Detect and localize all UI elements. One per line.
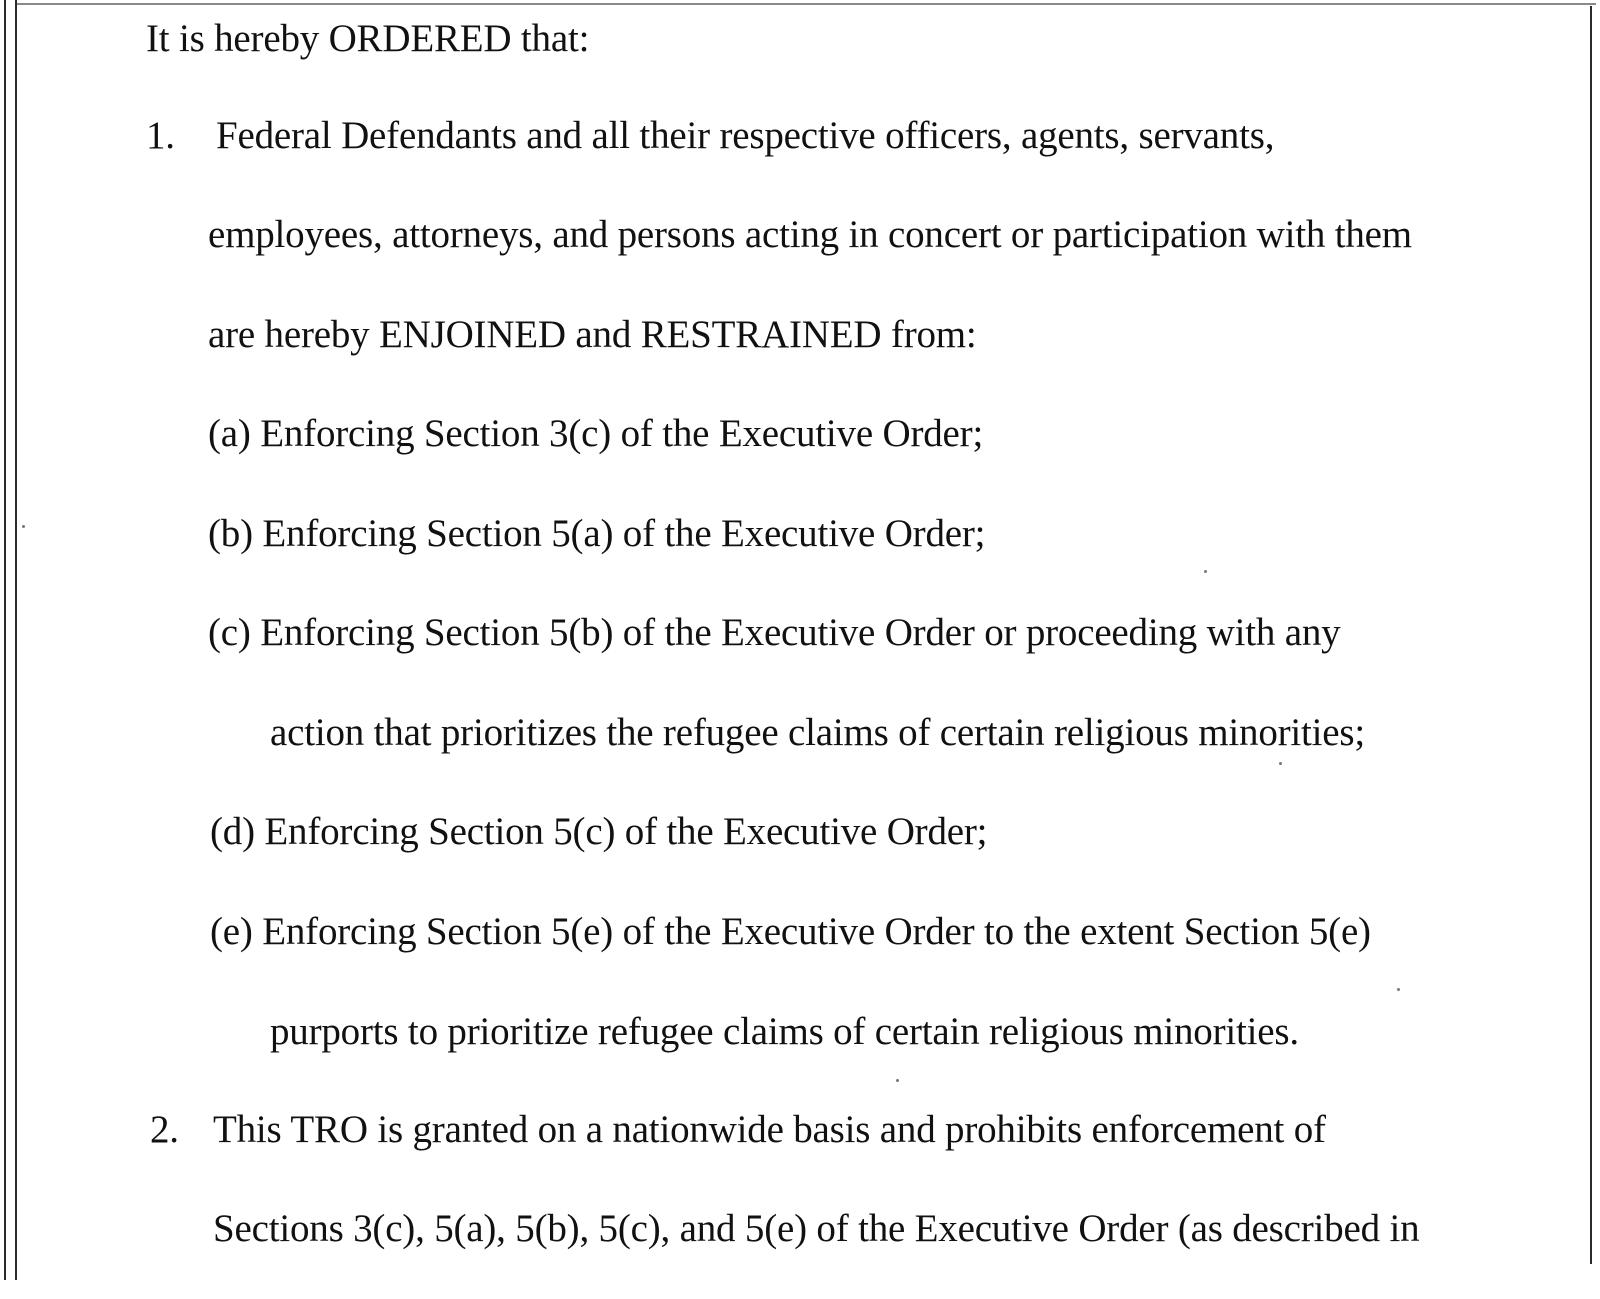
subitem-c: (c) Enforcing Section 5(b) of the Executive Order or proceeding with any <box>208 611 1341 654</box>
order-item-1 <box>146 114 1274 158</box>
order-intro: It is hereby ORDERED that: <box>146 17 590 60</box>
subitem-d: (d) Enforcing Section 5(c) of the Executive Order; <box>210 810 988 853</box>
scan-speck <box>1397 988 1400 991</box>
order-item-1-line-2: employees, attorneys, and persons acting in concert or participation with them <box>208 213 1412 256</box>
item-number: 1. <box>146 114 175 157</box>
scan-speck <box>1279 762 1282 765</box>
order-item-1-line-3: are hereby ENJOINED and RESTRAINED from: <box>208 313 977 356</box>
subitem-b: (b) Enforcing Section 5(a) of the Executive Order; <box>208 512 986 555</box>
item-text: This TRO is granted on a nationwide basis and prohibits enforcement of <box>213 1108 1326 1151</box>
subitem-e-continuation: purports to prioritize refugee claims of certain religious minorities. <box>270 1010 1299 1053</box>
item-text: Federal Defendants and all their respective officers, agents, servants, <box>216 114 1275 157</box>
subitem-a: (a) Enforcing Section 3(c) of the Executive Order; <box>208 412 984 455</box>
scan-speck <box>22 525 25 528</box>
subitem-c-continuation: action that prioritizes the refugee claims of certain religious minorities; <box>270 711 1366 754</box>
left-margin-rule-outer <box>4 0 6 1280</box>
scan-speck <box>896 1079 899 1082</box>
left-margin-rule-inner <box>15 0 17 1280</box>
top-border-rule <box>16 3 1596 5</box>
order-item-2 <box>150 1108 1326 1152</box>
scan-speck <box>1204 570 1207 573</box>
right-margin-rule <box>1590 6 1592 1264</box>
item-number: 2. <box>150 1108 179 1151</box>
subitem-e: (e) Enforcing Section 5(e) of the Executive Order to the extent Section 5(e) <box>210 910 1371 953</box>
order-item-2-line-2: Sections 3(c), 5(a), 5(b), 5(c), and 5(e) of the Executive Order (as described in <box>213 1207 1420 1250</box>
